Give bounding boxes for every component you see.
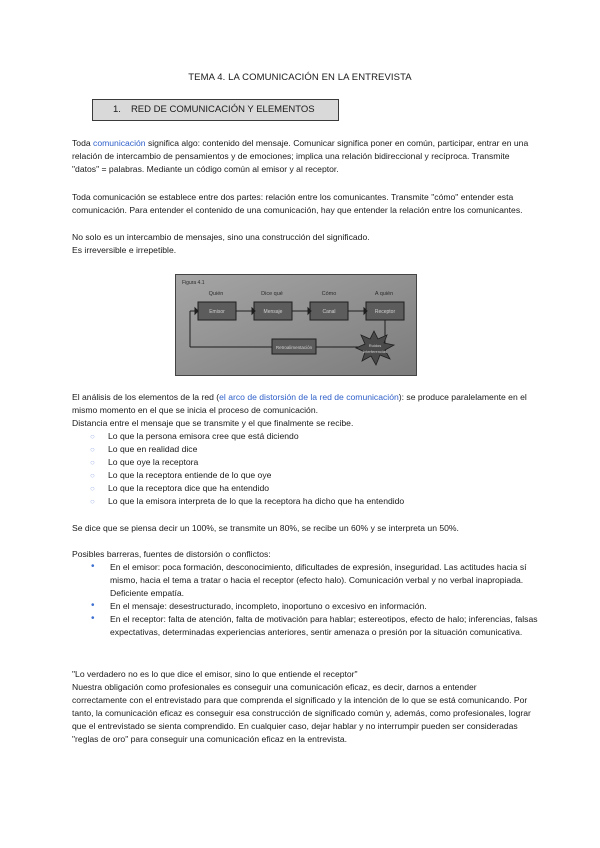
paragraph-irreversible: Es irreversible e irrepetible.: [72, 245, 177, 255]
box-mensaje: Mensaje: [263, 309, 283, 315]
list-item: • En el receptor: falta de atención, falta de motivación para hablar; estereotipos, efecto de halo; inferencias, falsas expectativas, determinadas experiencias anteriores, sentir amenaza o presión por la situación comunicativa.: [91, 613, 538, 638]
quote: "Lo verdadero no es lo que dice el emisor, sino lo que entiende el receptor": [72, 669, 358, 679]
page-title: TEMA 4. LA COMUNICACIÓN EN LA ENTREVISTA: [188, 72, 412, 83]
list-item: • En el mensaje: desestructurado, incompleto, inoportuno o excesivo en información.: [91, 600, 427, 612]
circle-bullet-icon: ○: [90, 445, 95, 455]
filled-dot-icon: •: [91, 600, 95, 612]
circle-bullet-icon: ○: [90, 484, 95, 494]
barriers-list: [72, 561, 542, 640]
section-number: 1.: [113, 104, 121, 115]
filled-dot-icon: •: [91, 561, 95, 572]
box-receptor: Receptor: [374, 309, 396, 315]
distortion-arc-link[interactable]: el arco de distorsión de la red de comunicación: [219, 392, 399, 402]
box-emisor: Emisor: [209, 309, 225, 315]
noise-label: Ruidos: [368, 343, 382, 348]
paragraph-distance: Distancia entre el mensaje que se transmite y el que finalmente se recibe.: [72, 418, 354, 428]
circle-bullet-icon: ○: [90, 458, 95, 468]
comunicacion-link[interactable]: comunicación: [93, 138, 146, 148]
header-how: Cómo: [321, 291, 337, 297]
paragraph-conclusion: Nuestra obligación como profesionales es conseguir una comunicación eficaz, es decir, darnos a entender correctamente con el entrevistado para que comprenda el significado y la intención de lo que se está comunicando. Por tanto, la comunicación eficaz es conseguir esa construcción de significado común y, además, como profesionales, lograr que el entrevistado se sienta comprendido. En cualquier caso, dejar hablar y no interrumpir pueden ser consideradas "reglas de oro" para conseguir una comunicación eficaz en la entrevista.: [72, 682, 531, 745]
diagram-drawing: [176, 275, 416, 375]
paragraph-text: El análisis de los elementos de la red (: [72, 392, 220, 402]
section-label: RED DE COMUNICACIÓN Y ELEMENTOS: [130, 104, 315, 115]
list-item: ○ Lo que oye la receptora: [72, 456, 542, 469]
list-item: ○ Lo que en realidad dice: [72, 443, 542, 456]
filled-dot-icon: •: [91, 613, 95, 625]
header-to-whom: A quién: [374, 291, 394, 297]
list-item: • En el emisor: poca formación, desconocimiento, dificultades de expresión, inseguridad. Las actitudes hacia sí mismo, hacia el tema a tratar o hacia el receptor (efecto halo). Comunicación verbal y no verbal inapropiada. Deficiente empatía.: [91, 561, 527, 599]
figure-caption: Figura 4.1: [182, 280, 205, 286]
paragraph-barriers-intro: Posibles barreras, fuentes de distorsión o conflictos:: [72, 549, 271, 559]
paragraph-percentages: Se dice que se piensa decir un 100%, se transmite un 80%, se recibe un 60% y se interpreta un 50%.: [72, 523, 459, 533]
distortion-list: [72, 430, 542, 509]
paragraph-text: Toda: [72, 138, 94, 148]
feedback-label: Retroalimentación: [275, 345, 313, 350]
paragraph-text: significa algo: contenido del mensaje. Comunicar significa poner en común, participar, entrar en una relación de intercambio de pensamientos y de emociones; implica una relación bidireccional y recíproca. Transmite "datos" = palabras. Mediante un código común al emisor y al receptor.: [72, 138, 529, 175]
paragraph-definition: [72, 137, 532, 176]
list-item: ○ Lo que la emisora interpreta de lo que la receptora ha dicho que ha entendido: [72, 495, 542, 508]
list-item: ○ Lo que la receptora entiende de lo que oye: [72, 469, 542, 482]
circle-bullet-icon: ○: [90, 497, 95, 507]
interference-label: Interferencias: [362, 349, 388, 354]
paragraph-distortion-arc: [72, 391, 532, 417]
paragraph-text: ): se produce paralelamente en el mismo momento en el que se inicia el proceso de comunicación.: [72, 392, 527, 416]
circle-bullet-icon: ○: [90, 432, 95, 441]
paragraph-relation: Toda comunicación se establece entre dos partes: relación entre los comunicantes. Transmite "cómo" entender esta comunicación. Para entender el contenido de una comunicación, hay que entender la relación entre los comunicantes.: [72, 192, 523, 216]
list-item: ○ Lo que la persona emisora cree que está diciendo: [72, 430, 542, 443]
section-heading: [92, 99, 339, 121]
paragraph-construction: No solo es un intercambio de mensajes, sino una construcción del significado.: [72, 232, 370, 242]
circle-bullet-icon: ○: [90, 471, 95, 481]
list-item: ○ Lo que la receptora dice que ha entendido: [72, 482, 542, 495]
communication-diagram-photo: [175, 274, 417, 376]
header-who: Quién: [208, 291, 224, 297]
box-canal: Canal: [322, 309, 336, 315]
header-says-what: Dice qué: [261, 291, 283, 297]
